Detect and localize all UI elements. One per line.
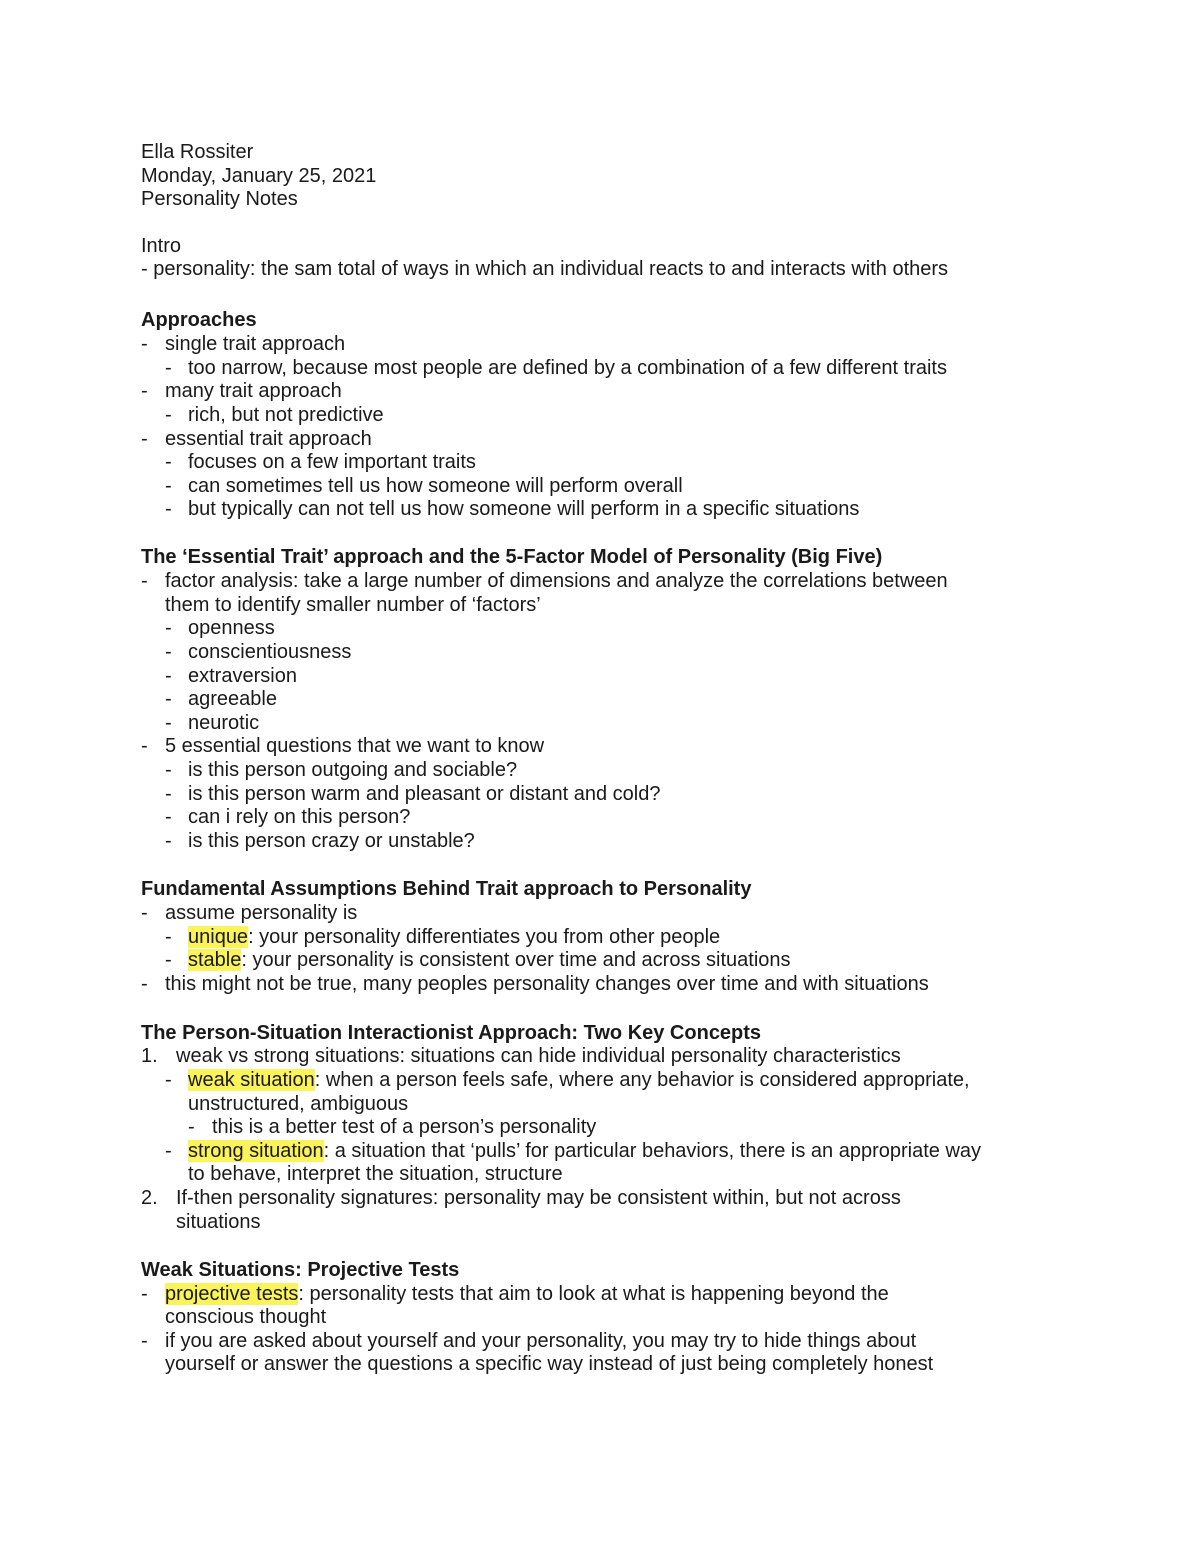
list-item: - strong situation: a situation that ‘pulls’ for particular behaviors, there is an appropriate way <box>165 1140 982 1162</box>
list-item: - is this person crazy or unstable? <box>165 830 475 852</box>
list-item: - essential trait approach <box>141 428 372 450</box>
list-item: - many trait approach <box>141 380 342 402</box>
list-item: - projective tests: personality tests that aim to look at what is happening beyond the <box>141 1283 889 1305</box>
list-item: - can i rely on this person? <box>165 806 411 828</box>
big-five-heading: The ‘Essential Trait’ approach and the 5-Factor Model of Personality (Big Five) <box>141 546 883 568</box>
author-name: Ella Rossiter <box>141 141 254 163</box>
highlighted-term: weak situation <box>188 1069 315 1091</box>
list-item: - can sometimes tell us how someone will perform overall <box>165 475 683 497</box>
approaches-heading: Approaches <box>141 309 257 331</box>
intro-heading: Intro <box>141 235 182 257</box>
list-item: - focuses on a few important traits <box>165 451 476 473</box>
list-item-continuation: yourself or answer the questions a specific way instead of just being completely honest <box>165 1353 934 1375</box>
list-item: - weak situation: when a person feels safe, where any behavior is considered appropriate, <box>165 1069 970 1091</box>
numbered-item: 1. weak vs strong situations: situations can hide individual personality characteristics <box>141 1045 901 1067</box>
assumptions-heading: Fundamental Assumptions Behind Trait approach to Personality <box>141 878 752 900</box>
list-item: - conscientiousness <box>165 641 352 663</box>
highlighted-term: projective tests <box>165 1283 299 1305</box>
list-item: - is this person outgoing and sociable? <box>165 759 518 781</box>
list-item: - is this person warm and pleasant or distant and cold? <box>165 783 661 805</box>
intro-line: - personality: the sam total of ways in which an individual reacts to and interacts with others <box>141 258 949 280</box>
list-item-continuation: them to identify smaller number of ‘factors’ <box>165 594 541 616</box>
list-item: - openness <box>165 617 275 639</box>
highlighted-term: stable <box>188 949 242 971</box>
list-item: - 5 essential questions that we want to know <box>141 735 545 757</box>
list-item-continuation: situations <box>176 1211 261 1233</box>
list-item-continuation: to behave, interpret the situation, structure <box>188 1163 563 1185</box>
list-item: - this is a better test of a person’s personality <box>188 1116 597 1138</box>
list-item: - factor analysis: take a large number of dimensions and analyze the correlations between <box>141 570 948 592</box>
list-item: - too narrow, because most people are defined by a combination of a few different traits <box>165 357 947 379</box>
list-item: - stable: your personality is consistent over time and across situations <box>165 949 791 971</box>
projective-heading: Weak Situations: Projective Tests <box>141 1259 460 1281</box>
list-item: - if you are asked about yourself and your personality, you may try to hide things about <box>141 1330 917 1352</box>
numbered-item: 2. If-then personality signatures: personality may be consistent within, but not across <box>141 1187 901 1209</box>
list-item: - unique: your personality differentiates you from other people <box>165 926 721 948</box>
list-item: - extraversion <box>165 665 297 687</box>
list-item: - agreeable <box>165 688 277 710</box>
list-item: - neurotic <box>165 712 260 734</box>
list-item-continuation: unstructured, ambiguous <box>188 1093 409 1115</box>
list-item: - single trait approach <box>141 333 346 355</box>
highlighted-term: strong situation <box>188 1140 324 1162</box>
list-item-continuation: conscious thought <box>165 1306 327 1328</box>
highlighted-term: unique <box>188 926 249 948</box>
note-date: Monday, January 25, 2021 <box>141 165 377 187</box>
list-item: - but typically can not tell us how someone will perform in a specific situations <box>165 498 860 520</box>
list-item: - assume personality is <box>141 902 358 924</box>
list-item: - rich, but not predictive <box>165 404 384 426</box>
document-title: Personality Notes <box>141 188 298 210</box>
interactionist-heading: The Person-Situation Interactionist Approach: Two Key Concepts <box>141 1022 762 1044</box>
list-item: - this might not be true, many peoples personality changes over time and with situations <box>141 973 929 995</box>
